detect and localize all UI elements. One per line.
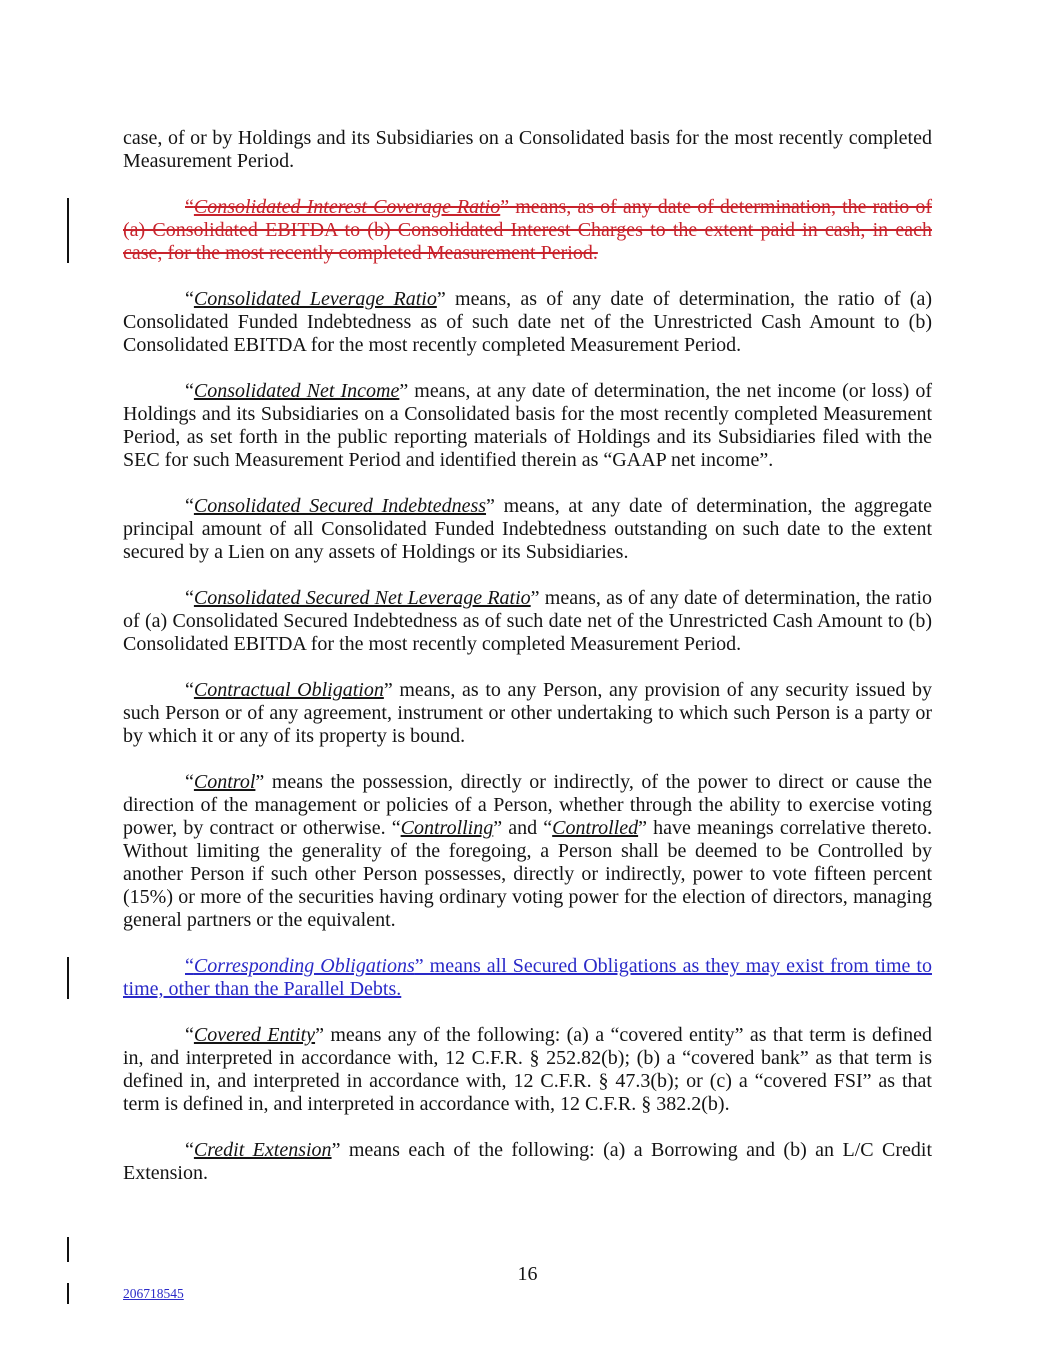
text-run: “ — [185, 495, 194, 517]
text-run: ” means, at any date of determination, the aggregate principal amount of all Consolidated Funded Indebtedness outstanding on such date to the extent secured by a Lien on any assets of Holdings or its Subsidiaries. — [123, 495, 933, 563]
text-run: case, of or by Holdings and its Subsidiaries on a Consolidated basis for the most recently completed Measurement Period. — [123, 127, 932, 172]
paragraph — [123, 127, 932, 173]
paragraph-deleted — [123, 196, 932, 265]
text-run: ” have meanings correlative thereto. Without limiting the generality of the foregoing, a Person shall be deemed to be Controlled by another Person if such other Person possesses, directly or indirectly, power to vote fifteen percent (15%) or more of the securities having ordinary voting power for the election of directors, managing general partners or the equivalent. — [123, 817, 933, 931]
paragraph — [123, 1139, 932, 1185]
paragraph — [123, 380, 932, 472]
text-run: ” means, as of any date of determination, the ratio of (a) Consolidated Funded Indebtedness as of such date net of the Unrestricted Cash Amount to (b) Consolidated EBITDA for the most recently completed Measurement Period. — [123, 288, 933, 356]
text-run: ” means, at any date of determination, the net income (or loss) of Holdings and its Subsidiaries on a Consolidated basis for the most recently completed Measurement Period, as set forth in the public reporting materials of Holdings and its Subsidiaries filed with the SEC for such Measurement Period and identified therein as “GAAP net income”. — [123, 380, 932, 471]
defined-term: Covered Entity — [193, 1024, 316, 1046]
text-run: ” means, as of any date of determination, the ratio of (a) Consolidated Secured Indebtedness as of such date net of the Unrestricted Cash Amount to (b) Consolidated EBITDA for the most recently completed Measurement Period. — [123, 587, 933, 655]
text-run: “ — [185, 679, 194, 701]
text-run: ” and “ — [493, 817, 553, 839]
paragraph — [123, 679, 932, 748]
defined-term: Controlled — [552, 817, 639, 839]
text-run: “ — [185, 1139, 194, 1161]
text-run: “ — [185, 380, 194, 402]
change-bar — [67, 1283, 69, 1304]
paragraph — [123, 288, 932, 357]
paragraph — [123, 495, 932, 564]
defined-term: Credit Extension — [193, 1139, 332, 1161]
document-id-footer: 206718545 — [123, 1286, 184, 1301]
text-run: “ — [185, 196, 194, 218]
paragraph — [123, 587, 932, 656]
defined-term: Contractual Obligation — [193, 679, 384, 701]
text-run: ” means any of the following: (a) a “covered entity” as that term is defined in, and interpreted in accordance with, 12 C.F.R. § 252.82(b); (b) a “covered bank” as that term is defined in, and interpreted in accordance with, 12 C.F.R. § 47.3(b); or (c) a “covered FSI” as that term is defined in, and interpreted in accordance with, 12 C.F.R. § 382.2(b). — [123, 1024, 932, 1115]
defined-term: Consolidated Leverage Ratio — [193, 288, 437, 310]
text-run: ” means each of the following: (a) a Borrowing and (b) an L/C Credit Extension. — [123, 1139, 932, 1184]
defined-term: Corresponding Obligations — [193, 955, 415, 977]
text-run: ” means all Secured Obligations as they may exist from time to time, other than the Parallel Debts. — [123, 955, 932, 1000]
defined-term: Consolidated Interest Coverage Ratio — [193, 196, 501, 218]
text-run: ” means, as to any Person, any provision of any security issued by such Person or of any agreement, instrument or other undertaking to which such Person is a party or by which it or any of its property is bound. — [123, 679, 932, 747]
defined-term: Consolidated Secured Indebtedness — [193, 495, 487, 517]
change-bar — [67, 1237, 69, 1262]
text-run: “ — [185, 587, 194, 609]
text-run: “ — [185, 288, 194, 310]
text-run: ” means the possession, directly or indirectly, of the power to direct or cause the direction of the management or policies of a Person, whether through the ability to exercise voting power, by contract or otherwise. “ — [123, 771, 932, 839]
text-run: ” means, as of any date of determination, the ratio of (a) Consolidated EBITDA to (b) Consolidated Interest Charges to the extent paid in cash, in each case, for the most recently completed Measurement Period. — [123, 196, 932, 264]
text-run: “ — [185, 771, 194, 793]
paragraph-inserted — [123, 955, 932, 1001]
defined-term: Controlling — [400, 817, 494, 839]
defined-term: Control — [193, 771, 256, 793]
text-run: “ — [185, 1024, 194, 1046]
defined-term: Consolidated Net Income — [193, 380, 400, 402]
text-run: “ — [185, 955, 194, 977]
document-body — [123, 127, 932, 1208]
paragraph — [123, 1024, 932, 1116]
defined-term: Consolidated Secured Net Leverage Ratio — [193, 587, 531, 609]
paragraph — [123, 771, 932, 932]
page-number: 16 — [517, 1263, 538, 1285]
